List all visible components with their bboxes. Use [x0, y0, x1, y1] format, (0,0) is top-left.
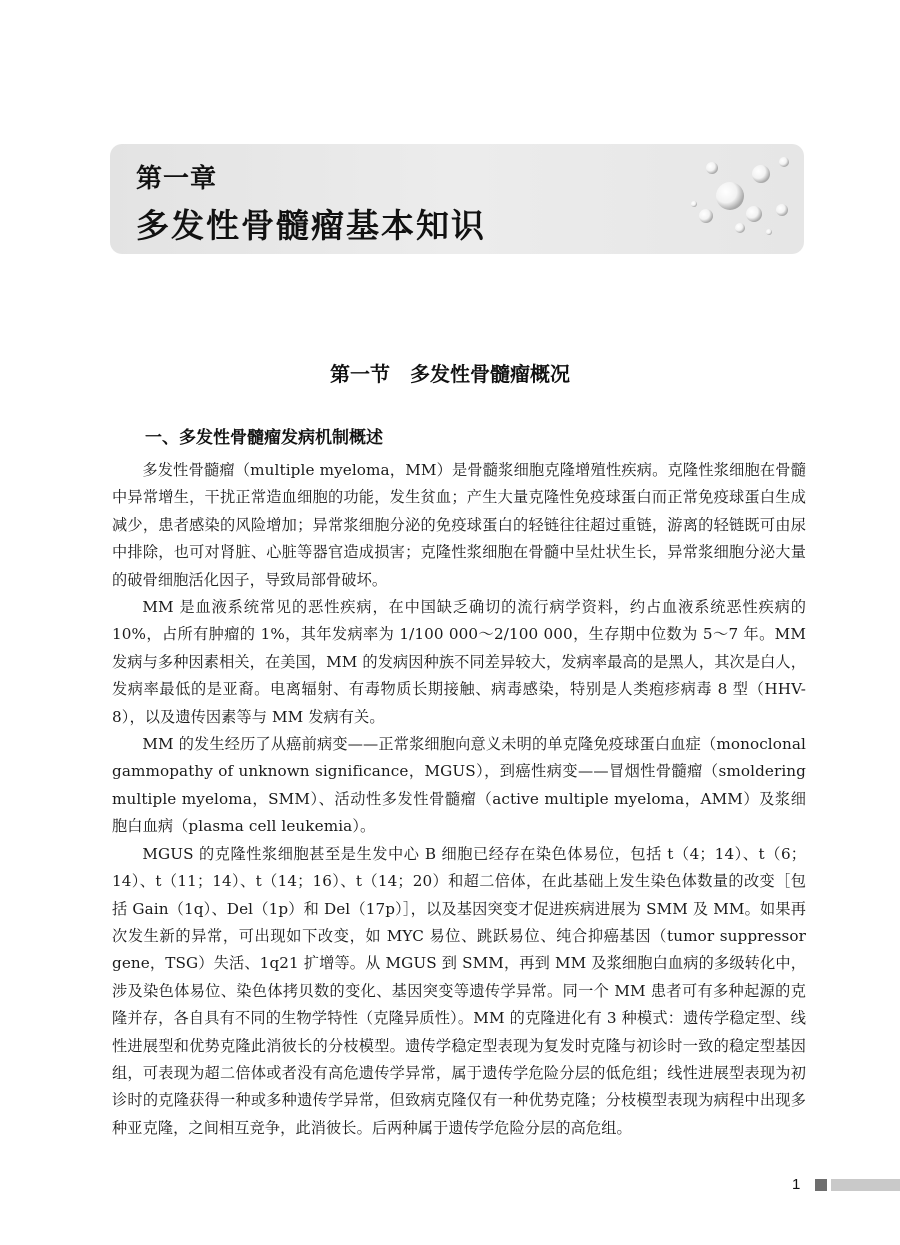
body-text — [112, 457, 806, 1142]
paragraph: MM 的发生经历了从癌前病变——正常浆细胞向意义未明的单克隆免疫球蛋白血症（monoclonal gammopathy of unknown significance，MGUS），到癌性病变——冒烟性骨髓瘤（smoldering multiple myeloma，SMM）、活动性多发性骨髓瘤（active multiple myeloma，AMM）及浆细胞白血病（plasma cell leukemia）。 — [112, 735, 806, 836]
chapter-banner — [110, 144, 804, 254]
paragraph: 多发性骨髓瘤（multiple myeloma，MM）是骨髓浆细胞克隆增殖性疾病。克隆性浆细胞在骨髓中异常增生，干扰正常造血细胞的功能，发生贫血；产生大量克隆性免疫球蛋白而正常免疫球蛋白生成减少，患者感染的风险增加；异常浆细胞分泌的免疫球蛋白的轻链往往超过重链，游离的轻链既可由尿中排除，也可对肾脏、心脏等器官造成损害；克隆性浆细胞在骨髓中呈灶状生长，异常浆细胞分泌大量的破骨细胞活化因子，导致局部骨破坏。 — [112, 461, 806, 589]
section-title: 第一节 多发性骨髓瘤概况 — [330, 362, 570, 386]
bubbles-decoration — [664, 144, 804, 254]
page-strip — [831, 1179, 900, 1191]
paragraph: MM 是血液系统常见的恶性疾病，在中国缺乏确切的流行病学资料，约占血液系统恶性疾病的 10%，占所有肿瘤的 1%，其年发病率为 1/100 000～2/100 000，生存期中位数为 5～7 年。MM 发病与多种因素相关，在美国，MM 的发病因种族不同差异较大，发病率最高的是黑人，其次是白人，发病率最低的是亚裔。电离辐射、有毒物质长期接触、病毒感染，特别是人类疱疹病毒 8 型（HHV-8），以及遗传因素等与 MM 发病有关。 — [112, 598, 806, 726]
chapter-title: 多发性骨髓瘤基本知识 — [136, 206, 486, 245]
page-marker — [815, 1179, 827, 1191]
paragraph: MGUS 的克隆性浆细胞甚至是生发中心 B 细胞已经存在染色体易位，包括 t（4；14）、t（6；14）、t（11；14）、t（14；16）、t（14；20）和超二倍体，在此基础上发生染色体数量的改变［包括 Gain（1q）、Del（1p）和 Del（17p）］，以及基因突变才促进疾病进展为 SMM 及 MM。如果再次发生新的异常，可出现如下改变，如 MYC 易位、跳跃易位、纯合抑癌基因（tumor suppressor gene，TSG）失活、1q21 扩增等。从 MGUS 到 SMM，再到 MM 及浆细胞白血病的多级转化中，涉及染色体易位、染色体拷贝数的变化、基因突变等遗传学异常。同一个 MM 患者可有多种起源的克隆并存，各自具有不同的生物学特性（克隆异质性）。MM 的克隆进化有 3 种模式：遗传学稳定型、线性进展型和优势克隆此消彼长的分枝模型。遗传学稳定型表现为复发时克隆与初诊时一致的稳定型基因组，可表现为超二倍体或者没有高危遗传学异常，属于遗传学危险分层的低危组；线性进展型表现为初诊时的克隆获得一种或多种遗传学异常，但致病克隆仅有一种优势克隆；分枝模型表现为病程中出现多种亚克隆，之间相互竞争，此消彼长。后两种属于遗传学危险分层的高危组。 — [112, 844, 806, 1137]
subsection-title: 一、多发性骨髓瘤发病机制概述 — [145, 428, 383, 448]
page-number: 1 — [792, 1176, 801, 1193]
chapter-number: 第一章 — [136, 164, 218, 194]
